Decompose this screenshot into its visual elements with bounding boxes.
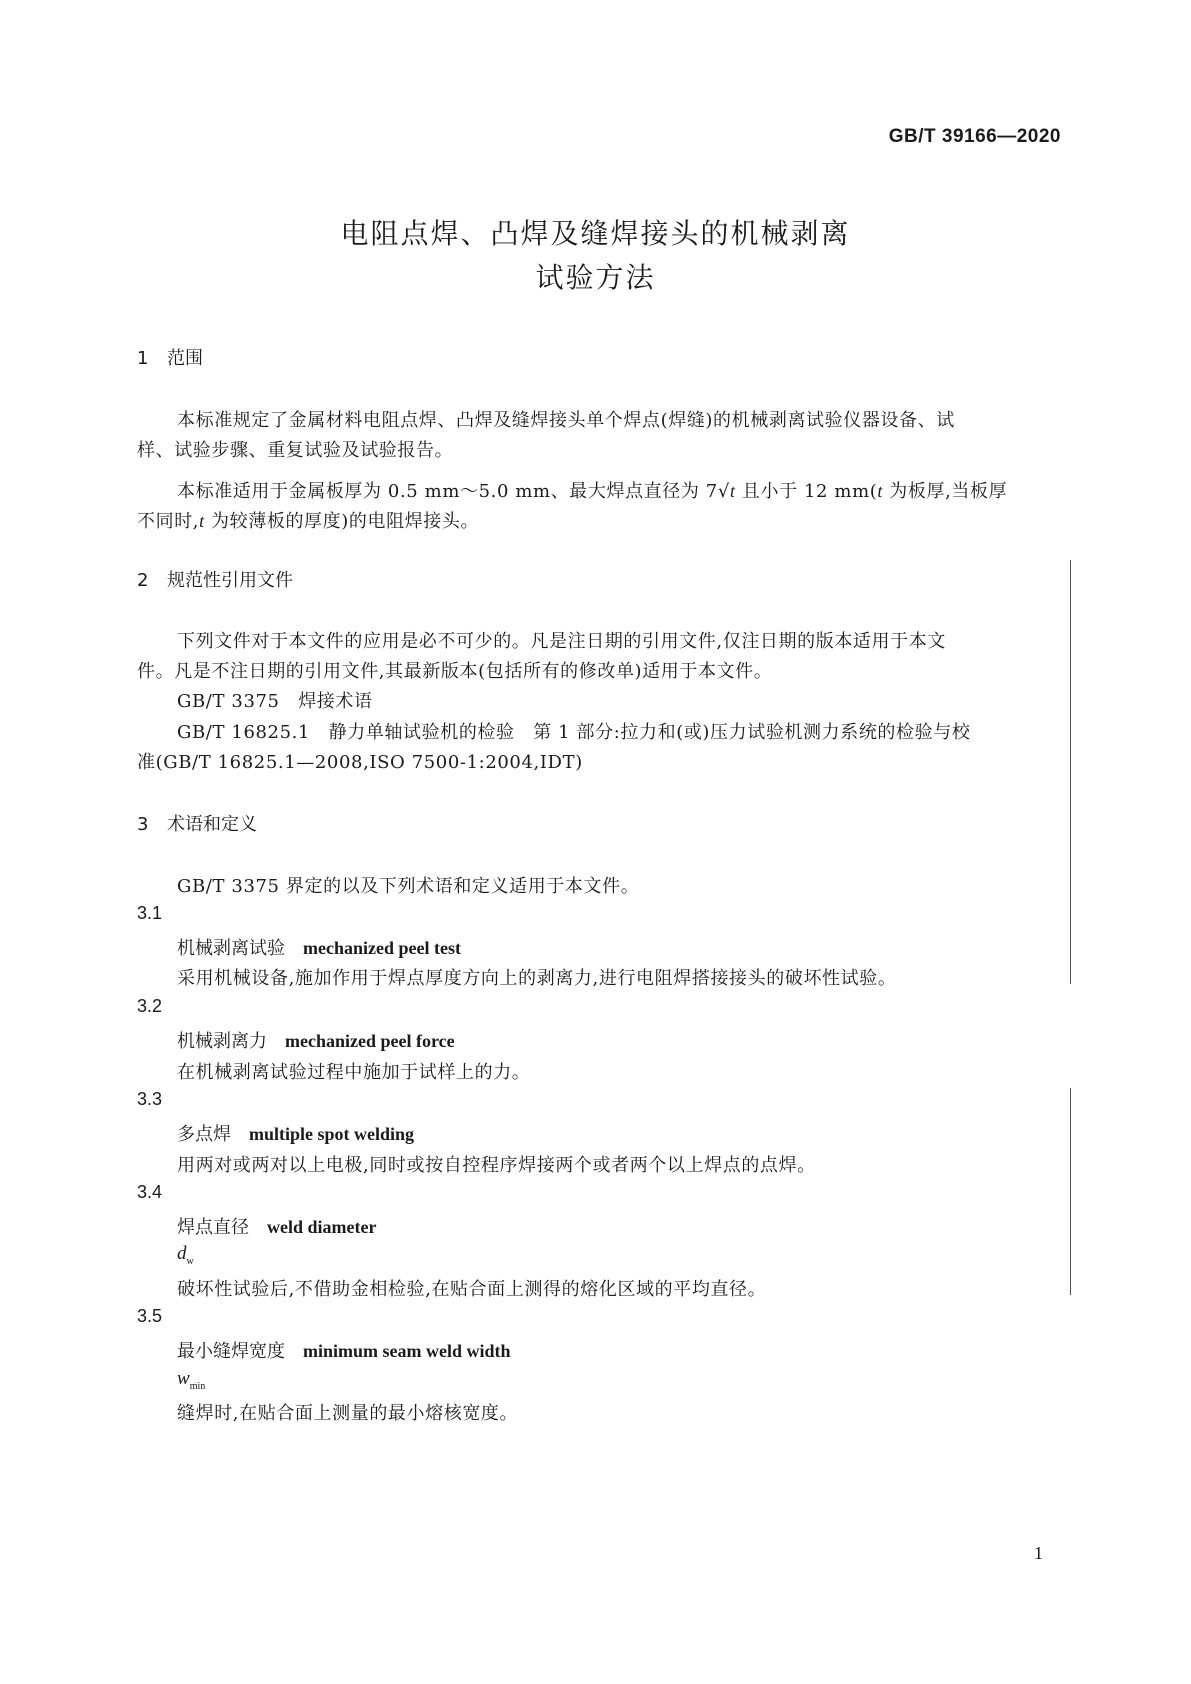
section-3-heading <box>137 810 257 836</box>
term-number: 3.2 <box>137 996 163 1016</box>
paragraph-line: 本标准适用于金属板厚为 0.5 mm～5.0 mm、最大焊点直径为 7√t 且小于 12 mm(t 为板厚,当板厚 <box>177 481 1008 502</box>
term-number: 3.1 <box>137 903 163 923</box>
term-symbol: $d_w$ <box>177 1243 194 1267</box>
paragraph-line: 下列文件对于本文件的应用是必不可少的。凡是注日期的引用文件,仅注日期的版本适用于本文 <box>177 631 946 652</box>
document-title-line-1: 电阻点焊、凸焊及缝焊接头的机械剥离 <box>340 217 851 250</box>
reference-item: 准(GB/T 16825.1—2008,ISO 7500-1:2004,IDT) <box>137 752 583 773</box>
paragraph-line: GB/T 3375 界定的以及下列术语和定义适用于本文件。 <box>177 876 640 897</box>
term-number: 3.4 <box>137 1182 163 1202</box>
term-definition: 缝焊时,在贴合面上测量的最小熔核宽度。 <box>177 1403 519 1424</box>
document-title-line-2: 试验方法 <box>535 261 656 294</box>
section-2-heading <box>137 566 293 592</box>
section-title: 术语和定义 <box>167 814 257 835</box>
change-bar <box>1070 1088 1071 1295</box>
term-entry: 最小缝焊宽度 minimum seam weld width <box>177 1341 511 1362</box>
term-number: 3.3 <box>137 1089 163 1109</box>
section-title: 规范性引用文件 <box>167 570 293 591</box>
paragraph-line: 件。凡是不注日期的引用文件,其最新版本(包括所有的修改单)适用于本文件。 <box>137 661 773 682</box>
section-1-heading <box>137 344 203 370</box>
term-entry: 机械剥离力 mechanized peel force <box>177 1031 455 1052</box>
paragraph-line: 本标准规定了金属材料电阻点焊、凸焊及缝焊接头单个焊点(焊缝)的机械剥离试验仪器设备、试 <box>177 410 955 431</box>
page-number: 1 <box>1034 1543 1043 1563</box>
paragraph-line: 不同时,t 为较薄板的厚度)的电阻焊接头。 <box>137 511 480 532</box>
section-number: 2 <box>137 570 149 591</box>
change-bar <box>1070 560 1071 984</box>
term-symbol: $w_{min}$ <box>177 1368 206 1392</box>
term-number: 3.5 <box>137 1306 163 1326</box>
section-title: 范围 <box>167 348 203 369</box>
paragraph-line: 样、试验步骤、重复试验及试验报告。 <box>137 440 454 461</box>
reference-item: GB/T 3375 焊接术语 <box>177 691 373 712</box>
term-definition: 在机械剥离试验过程中施加于试样上的力。 <box>177 1062 531 1083</box>
term-definition: 采用机械设备,施加作用于焊点厚度方向上的剥离力,进行电阻焊搭接接头的破坏性试验。 <box>177 968 897 989</box>
term-entry: 多点焊 multiple spot welding <box>177 1124 415 1145</box>
standard-number: GB/T 39166—2020 <box>888 126 1061 147</box>
term-entry: 焊点直径 weld diameter <box>177 1217 377 1238</box>
section-number: 3 <box>137 814 149 835</box>
reference-item: GB/T 16825.1 静力单轴试验机的检验 第 1 部分:拉力和(或)压力试验机测力系统的检验与校 <box>177 722 971 743</box>
term-entry: 机械剥离试验 mechanized peel test <box>177 938 461 959</box>
section-number: 1 <box>137 348 149 369</box>
term-definition: 用两对或两对以上电极,同时或按自控程序焊接两个或者两个以上焊点的点焊。 <box>177 1155 816 1176</box>
term-definition: 破坏性试验后,不借助金相检验,在贴合面上测得的熔化区域的平均直径。 <box>177 1279 767 1300</box>
